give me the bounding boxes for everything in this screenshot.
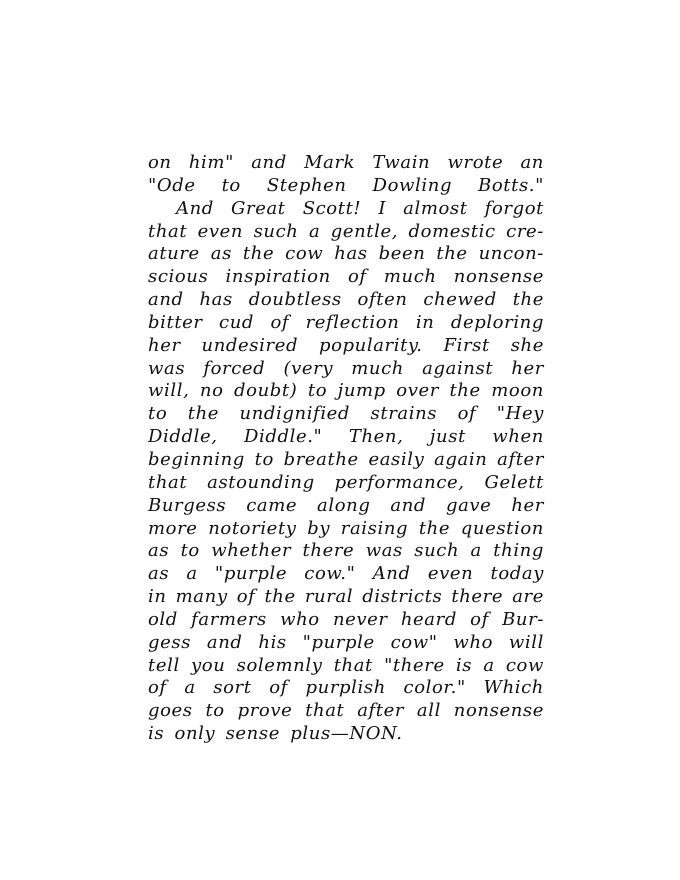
text-line: her undesired popularity. First she xyxy=(148,334,544,356)
text-line: Burgess came along and gave her xyxy=(148,494,544,516)
text-line: of a sort of purplish color." Which xyxy=(148,677,544,699)
text-line: gess and his "purple cow" who will xyxy=(148,631,544,653)
paragraph-first-line: And Great Scott! I almost forgot xyxy=(176,197,544,219)
body-text xyxy=(148,152,544,746)
text-line: more notoriety by raising the question xyxy=(148,517,544,539)
paragraph-last-line: is only sense plus—NON. xyxy=(148,723,403,745)
text-line: in many of the rural districts there are xyxy=(148,586,544,608)
text-line: and has doubtless often chewed the xyxy=(148,289,544,311)
text-line: tell you solemnly that "there is a cow xyxy=(148,654,544,676)
text-line: on him" and Mark Twain wrote an xyxy=(148,152,544,173)
text-line: "Ode to Stephen Dowling Botts." xyxy=(148,174,544,196)
text-line: that astounding performance, Gelett xyxy=(148,471,544,493)
text-line: ature as the cow has been the uncon- xyxy=(148,243,544,265)
text-line: goes to prove that after all nonsense xyxy=(148,700,544,722)
text-line: old farmers who never heard of Bur- xyxy=(148,608,544,630)
text-line: as a "purple cow." And even today xyxy=(148,563,544,585)
text-line: scious inspiration of much nonsense xyxy=(148,266,544,288)
text-line: to the undignified strains of "Hey xyxy=(148,403,544,425)
text-line: was forced (very much against her xyxy=(148,357,544,379)
text-line: that even such a gentle, domestic cre- xyxy=(148,220,544,242)
text-line: as to whether there was such a thing xyxy=(148,540,544,562)
text-line: Diddle, Diddle." Then, just when xyxy=(148,426,544,448)
text-line: will, no doubt) to jump over the moon xyxy=(148,380,544,402)
text-line: beginning to breathe easily again after xyxy=(148,448,544,470)
text-line: bitter cud of reflection in deploring xyxy=(148,311,544,333)
